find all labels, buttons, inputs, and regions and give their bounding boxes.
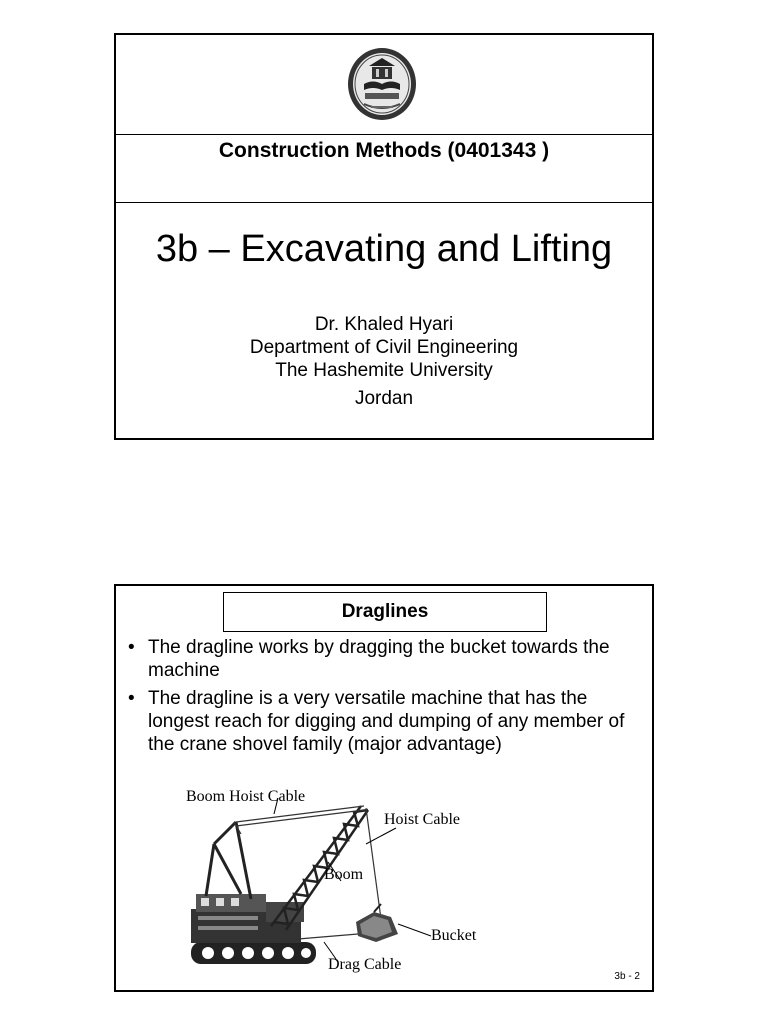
- hoist-cable: [366, 808, 381, 919]
- draglines-slide: [114, 584, 654, 992]
- bullet-list: [126, 636, 646, 761]
- label-drag-cable: Drag Cable: [328, 956, 402, 973]
- dragline-illustration: [176, 784, 566, 976]
- label-bucket: Bucket: [431, 927, 477, 944]
- department-name: Department of Civil Engineering: [249, 337, 519, 358]
- bullet-icon: •: [128, 688, 135, 709]
- course-title: Construction Methods (0401343 ): [218, 139, 550, 162]
- university-name: The Hashemite University: [275, 360, 493, 381]
- list-item: [126, 687, 646, 756]
- label-boom-hoist-cable: Boom Hoist Cable: [186, 788, 306, 805]
- list-item: [126, 636, 646, 682]
- gantry: [206, 822, 251, 899]
- dragline-figure: [176, 784, 566, 976]
- bullet-icon: •: [128, 637, 135, 658]
- author-name: Dr. Khaled Hyari: [314, 314, 454, 335]
- slide-number: 3b - 2: [614, 971, 640, 982]
- bullet-text: The dragline works by dragging the bucket towards the machine: [148, 637, 610, 681]
- title-slide: [114, 33, 654, 440]
- slide-heading: Draglines: [341, 601, 429, 622]
- bullet-text: The dragline is a very versatile machine that has the longest reach for digging and dumping of any member of the crane shovel family (major advantage): [148, 688, 625, 755]
- bucket: [356, 904, 398, 942]
- country-name: Jordan: [354, 388, 414, 409]
- slide-title: 3b – Excavating and Lifting: [155, 228, 613, 270]
- heading-box: [223, 592, 547, 632]
- label-hoist-cable: Hoist Cable: [384, 811, 460, 828]
- author-block: [116, 313, 652, 410]
- university-seal-icon: [347, 46, 417, 122]
- label-boom: Boom: [324, 866, 364, 883]
- logo-header: [116, 35, 652, 135]
